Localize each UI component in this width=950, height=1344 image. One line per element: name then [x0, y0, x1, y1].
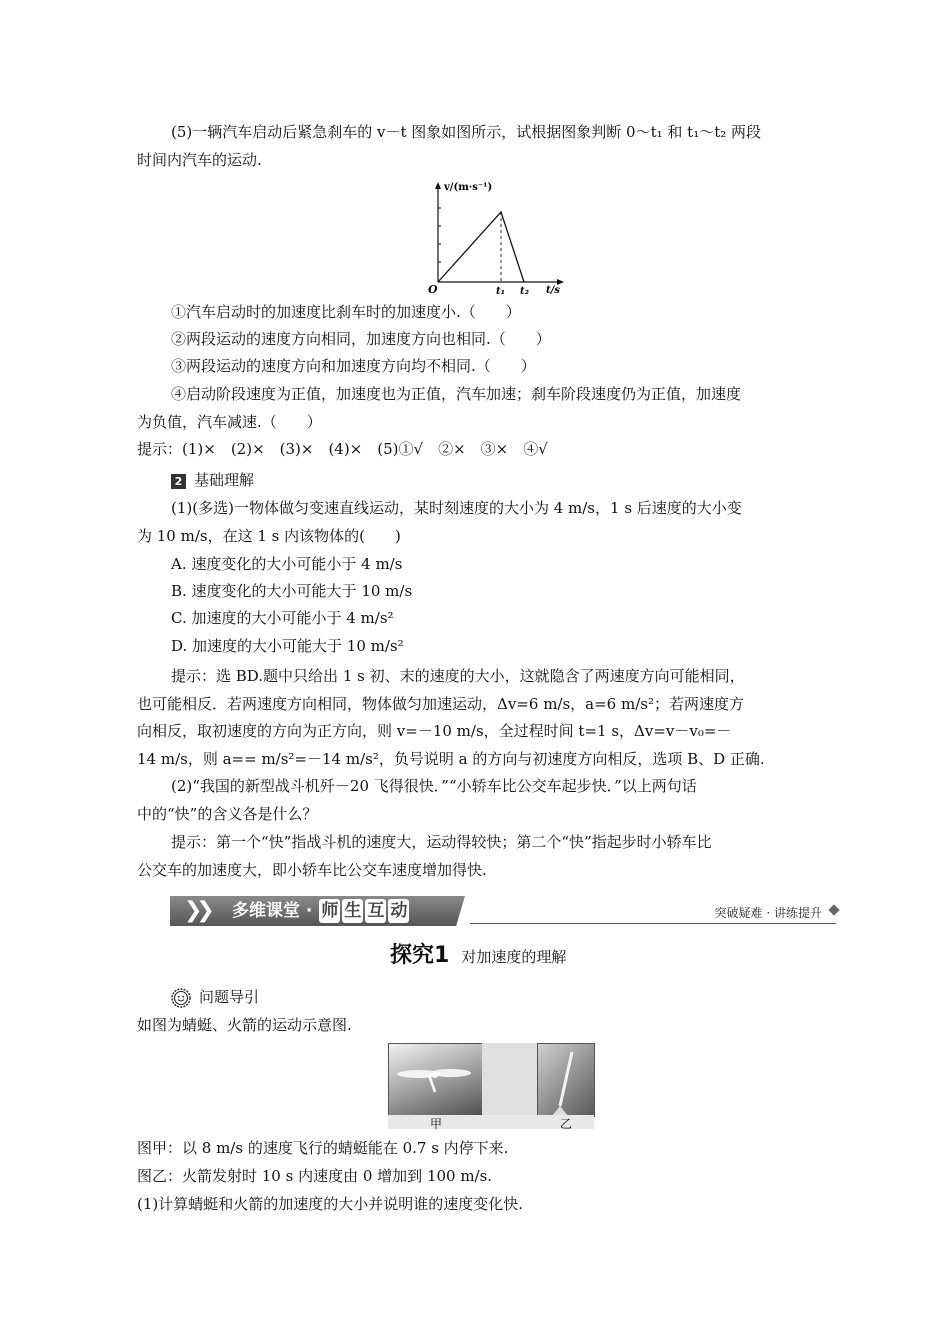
rocket-icon: [538, 1044, 594, 1116]
hint-3-line2: 公交车的加速度大，即小轿车比公交车速度增加得快.: [137, 861, 487, 879]
banner-badge-1: 师: [321, 901, 339, 921]
banner-badge-4: 动: [390, 901, 408, 921]
choice-c: C. 加速度的大小可能小于 4 m/s²: [171, 609, 394, 627]
question-5-line1: (5)一辆汽车启动后紧急刹车的 v－t 图象如图所示，试根据图象判断 0～t₁ 和 t₁～t₂ 两段: [171, 123, 762, 141]
task-1-text: (1)计算蜻蜓和火箭的加速度的大小并说明谁的速度变化快.: [137, 1195, 524, 1213]
graph-t2: t₂: [520, 286, 529, 296]
hint-2-line3: 向相反，取初速度的方向为正方向，则 v=－10 m/s，全过程时间 t=1 s，Δv=v－v₀=－: [137, 722, 732, 740]
caption-right: 乙: [559, 1117, 572, 1131]
banner-title-text: 多维课堂: [232, 901, 300, 921]
section-basic-understanding: [171, 466, 851, 494]
intro-text: 如图为蜻蜓、火箭的运动示意图.: [137, 1016, 352, 1034]
graph-xlabel: t/s: [546, 285, 560, 296]
explore-heading: [390, 938, 566, 970]
explore-title: 对加速度的理解: [461, 948, 567, 966]
image-gap: [482, 1043, 537, 1115]
hint-answers: 提示：(1)× (2)× (3)× (4)× (5)①√ ②× ③× ④√: [137, 440, 548, 458]
hint-2-line1: 提示：选 BD.题中只给出 1 s 初、末的速度的大小，这就隐含了两速度方向可能相同，: [171, 667, 745, 685]
diamond-icon: [828, 904, 839, 915]
dragonfly-image: [388, 1043, 484, 1117]
graph-ylabel: v/(m·s⁻¹): [444, 182, 493, 193]
option-1: ①汽车启动时的加速度比刹车时的加速度小.（ ）: [171, 303, 521, 321]
guide-title: 问题导引: [199, 988, 260, 1006]
graph-velocity-line: [438, 212, 524, 282]
section-title: 基础理解: [194, 471, 255, 489]
option-4-line2: 为负值，汽车减速.（ ）: [137, 413, 322, 431]
question-5-line2: 时间内汽车的运动.: [137, 151, 262, 169]
section-banner: [170, 896, 840, 926]
graph-origin: O: [428, 283, 438, 296]
graph-y-arrow: [435, 182, 441, 189]
option-2: ②两段运动的速度方向相同，加速度方向也相同.（ ）: [171, 330, 551, 348]
hint-2-line2: 也可能相反．若两速度方向相同，物体做匀加速运动，Δv=6 m/s，a=6 m/s²；若两速度方: [137, 695, 744, 713]
banner-divider: [470, 923, 836, 924]
banner-subtitle: 突破疑难 · 讲练提升: [714, 906, 822, 920]
figure-b-text: 图乙：火箭发射时 10 s 内速度由 0 增加到 100 m/s.: [137, 1167, 493, 1185]
hint-2-line4: 14 m/s，则 a== m/s²=－14 m/s²，负号说明 a 的方向与初速度方向相反，选项 B、D 正确.: [137, 750, 765, 768]
rocket-image: [537, 1043, 595, 1117]
question-1-line2: 为 10 m/s，在这 1 s 内该物体的( ): [137, 527, 401, 545]
option-3: ③两段运动的速度方向和加速度方向均不相同.（ ）: [171, 357, 536, 375]
option-4-line1: ④启动阶段速度为正值，加速度也为正值，汽车加速；刹车阶段速度仍为正值，加速度: [171, 385, 742, 403]
explore-number: 探究1: [390, 943, 450, 968]
dragonfly-icon: [389, 1044, 483, 1116]
question-2-line2: 中的“快”的含义各是什么？: [137, 805, 318, 823]
choice-b: B. 速度变化的大小可能大于 10 m/s: [171, 582, 413, 600]
vt-graph: [400, 178, 570, 296]
choice-d: D. 加速度的大小可能大于 10 m/s²: [171, 637, 404, 655]
chevron-right-icon: ❯❯: [184, 898, 209, 923]
graph-t1: t₁: [496, 286, 505, 296]
figure-a-text: 图甲：以 8 m/s 的速度飞行的蜻蜓能在 0.7 s 内停下来.: [137, 1139, 509, 1157]
smiley-icon: [171, 988, 191, 1008]
banner-badge-3: 互: [367, 901, 385, 921]
banner-badge-2: 生: [344, 901, 362, 921]
caption-left: 甲: [429, 1117, 442, 1131]
choice-a: A. 速度变化的大小可能小于 4 m/s: [171, 555, 403, 573]
section-number-icon: 2: [171, 474, 186, 489]
question-1-line1: (1)(多选)一物体做匀变速直线运动，某时刻速度的大小为 4 m/s，1 s 后速度的大小变: [171, 499, 742, 517]
question-guide: [171, 983, 851, 1011]
banner-dot: ·: [305, 901, 313, 921]
hint-3-line1: 提示：第一个“快”指战斗机的速度大，运动得较快；第二个“快”指起步时小轿车比: [171, 833, 712, 851]
question-2-line1: (2)“我国的新型战斗机歼－20 飞得很快．”“小轿车比公交车起步快．”以上两句话: [171, 777, 697, 795]
banner-title: [232, 899, 410, 923]
